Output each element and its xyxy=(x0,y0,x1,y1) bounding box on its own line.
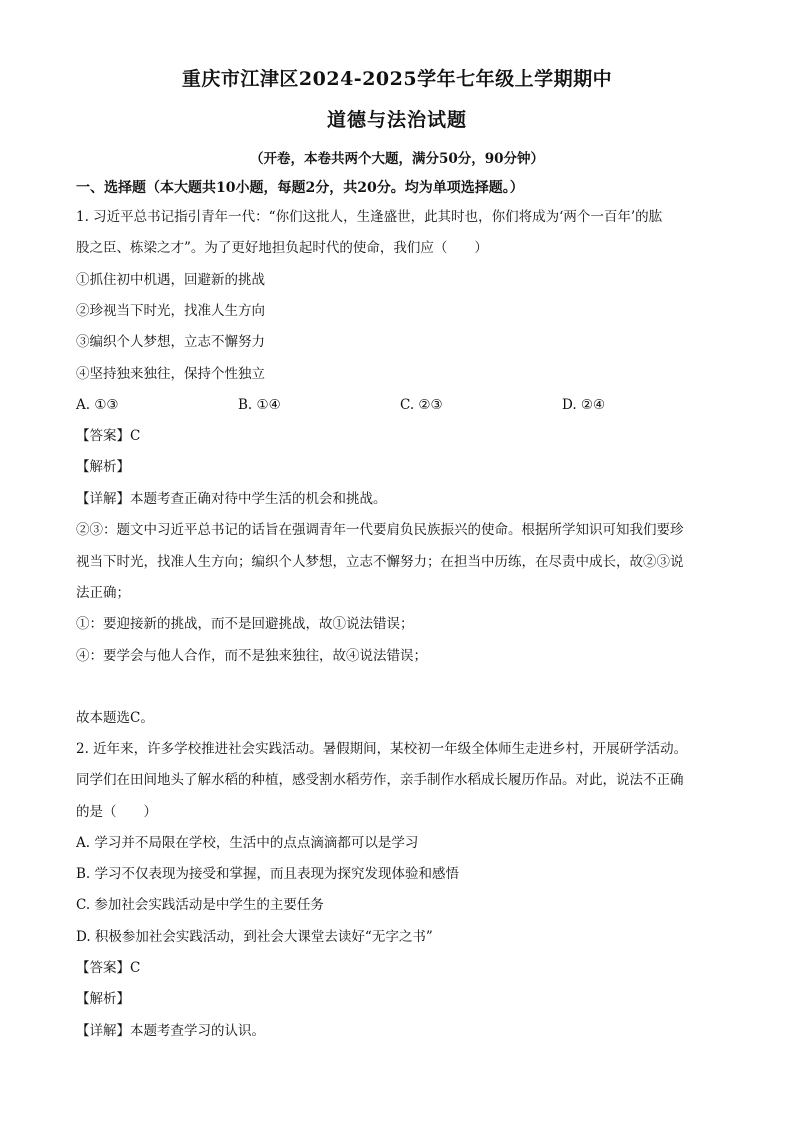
q2-stem-line3: 的是（ ） xyxy=(76,804,157,820)
exam-title: 重庆市江津区2024-2025学年七年级上学期期中 xyxy=(181,68,613,90)
q1-option-c: C. ②③ xyxy=(400,397,443,413)
q2-option-a: A. 学习并不局限在学校，生活中的点点滴滴都可以是学习 xyxy=(76,835,419,851)
q2-analysis-label: 【解析】 xyxy=(76,991,130,1007)
q1-conclusion: 故本题选C。 xyxy=(76,710,154,726)
q1-option-a: A. ①③ xyxy=(76,397,119,413)
q1-item-3: ③编织个人梦想，立志不懈努力 xyxy=(76,334,265,350)
q2-stem-line2: 同学们在田间地头了解水稻的种植，感受割水稻劳作，亲手制作水稻成长履历作品。对此，说法不正确 xyxy=(76,772,684,788)
q2-detail-text: 本题考查学习的认识。 xyxy=(130,1023,265,1039)
q1-item-1: ①抓住初中机遇，回避新的挑战 xyxy=(76,272,265,288)
q2-option-d: D. 积极参加社会实践活动，到社会大课堂去读好“无字之书” xyxy=(76,929,433,945)
q1-option-d: D. ②④ xyxy=(562,397,606,413)
q1-stem-line2: 股之臣、栋梁之才”。为了更好地担负起时代的使命，我们应（ ） xyxy=(76,240,488,256)
q1-explanation-line3: 法正确； xyxy=(76,585,130,601)
q1-detail xyxy=(76,489,387,509)
q2-option-b: B. 学习不仅表现为接受和掌握，而且表现为探究发现体验和感悟 xyxy=(76,866,460,882)
q1-stem-line1: 1. 习近平总书记指引青年一代：“你们这批人，生逢盛世，此其时也，你们将成为‘两个一百年’的肱 xyxy=(76,209,663,225)
q2-detail xyxy=(76,1021,265,1041)
q2-option-c: C. 参加社会实践活动是中学生的主要任务 xyxy=(76,897,324,913)
section-heading: 一、选择题（本大题共10小题，每题2分，共20分。均为单项选择题。） xyxy=(76,180,524,196)
q1-item-4: ④坚持独来独往，保持个性独立 xyxy=(76,366,265,382)
q1-detail-tag: 【详解】 xyxy=(76,491,130,507)
q1-explanation-line4: ①：要迎接新的挑战，而不是回避挑战，故①说法错误； xyxy=(76,616,414,632)
q1-explanation-line2: 视当下时光，找准人生方向；编织个人梦想，立志不懈努力；在担当中历练，在尽责中成长，故②③说 xyxy=(76,554,684,570)
q2-stem-line1: 2. 近年来，许多学校推进社会实践活动。暑假期间，某校初一年级全体师生走进乡村，开展研学活动。 xyxy=(76,741,688,757)
q1-option-b: B. ①④ xyxy=(238,397,281,413)
q2-answer: 【答案】C xyxy=(76,960,141,976)
q1-answer: 【答案】C xyxy=(76,428,141,444)
q1-explanation-line5: ④：要学会与他人合作，而不是独来独往，故④说法错误； xyxy=(76,648,427,664)
q1-explanation-line1: ②③：题文中习近平总书记的话旨在强调青年一代要肩负民族振兴的使命。根据所学知识可知我们要珍 xyxy=(76,522,684,538)
exam-instructions: （开卷，本卷共两个大题，满分50分，90分钟） xyxy=(249,151,545,167)
q1-item-2: ②珍视当下时光，找准人生方向 xyxy=(76,303,265,319)
q1-detail-text: 本题考查正确对待中学生活的机会和挑战。 xyxy=(130,491,387,507)
q1-analysis-label: 【解析】 xyxy=(76,459,130,475)
exam-subject-title: 道德与法治试题 xyxy=(326,109,467,131)
q2-detail-tag: 【详解】 xyxy=(76,1023,130,1039)
